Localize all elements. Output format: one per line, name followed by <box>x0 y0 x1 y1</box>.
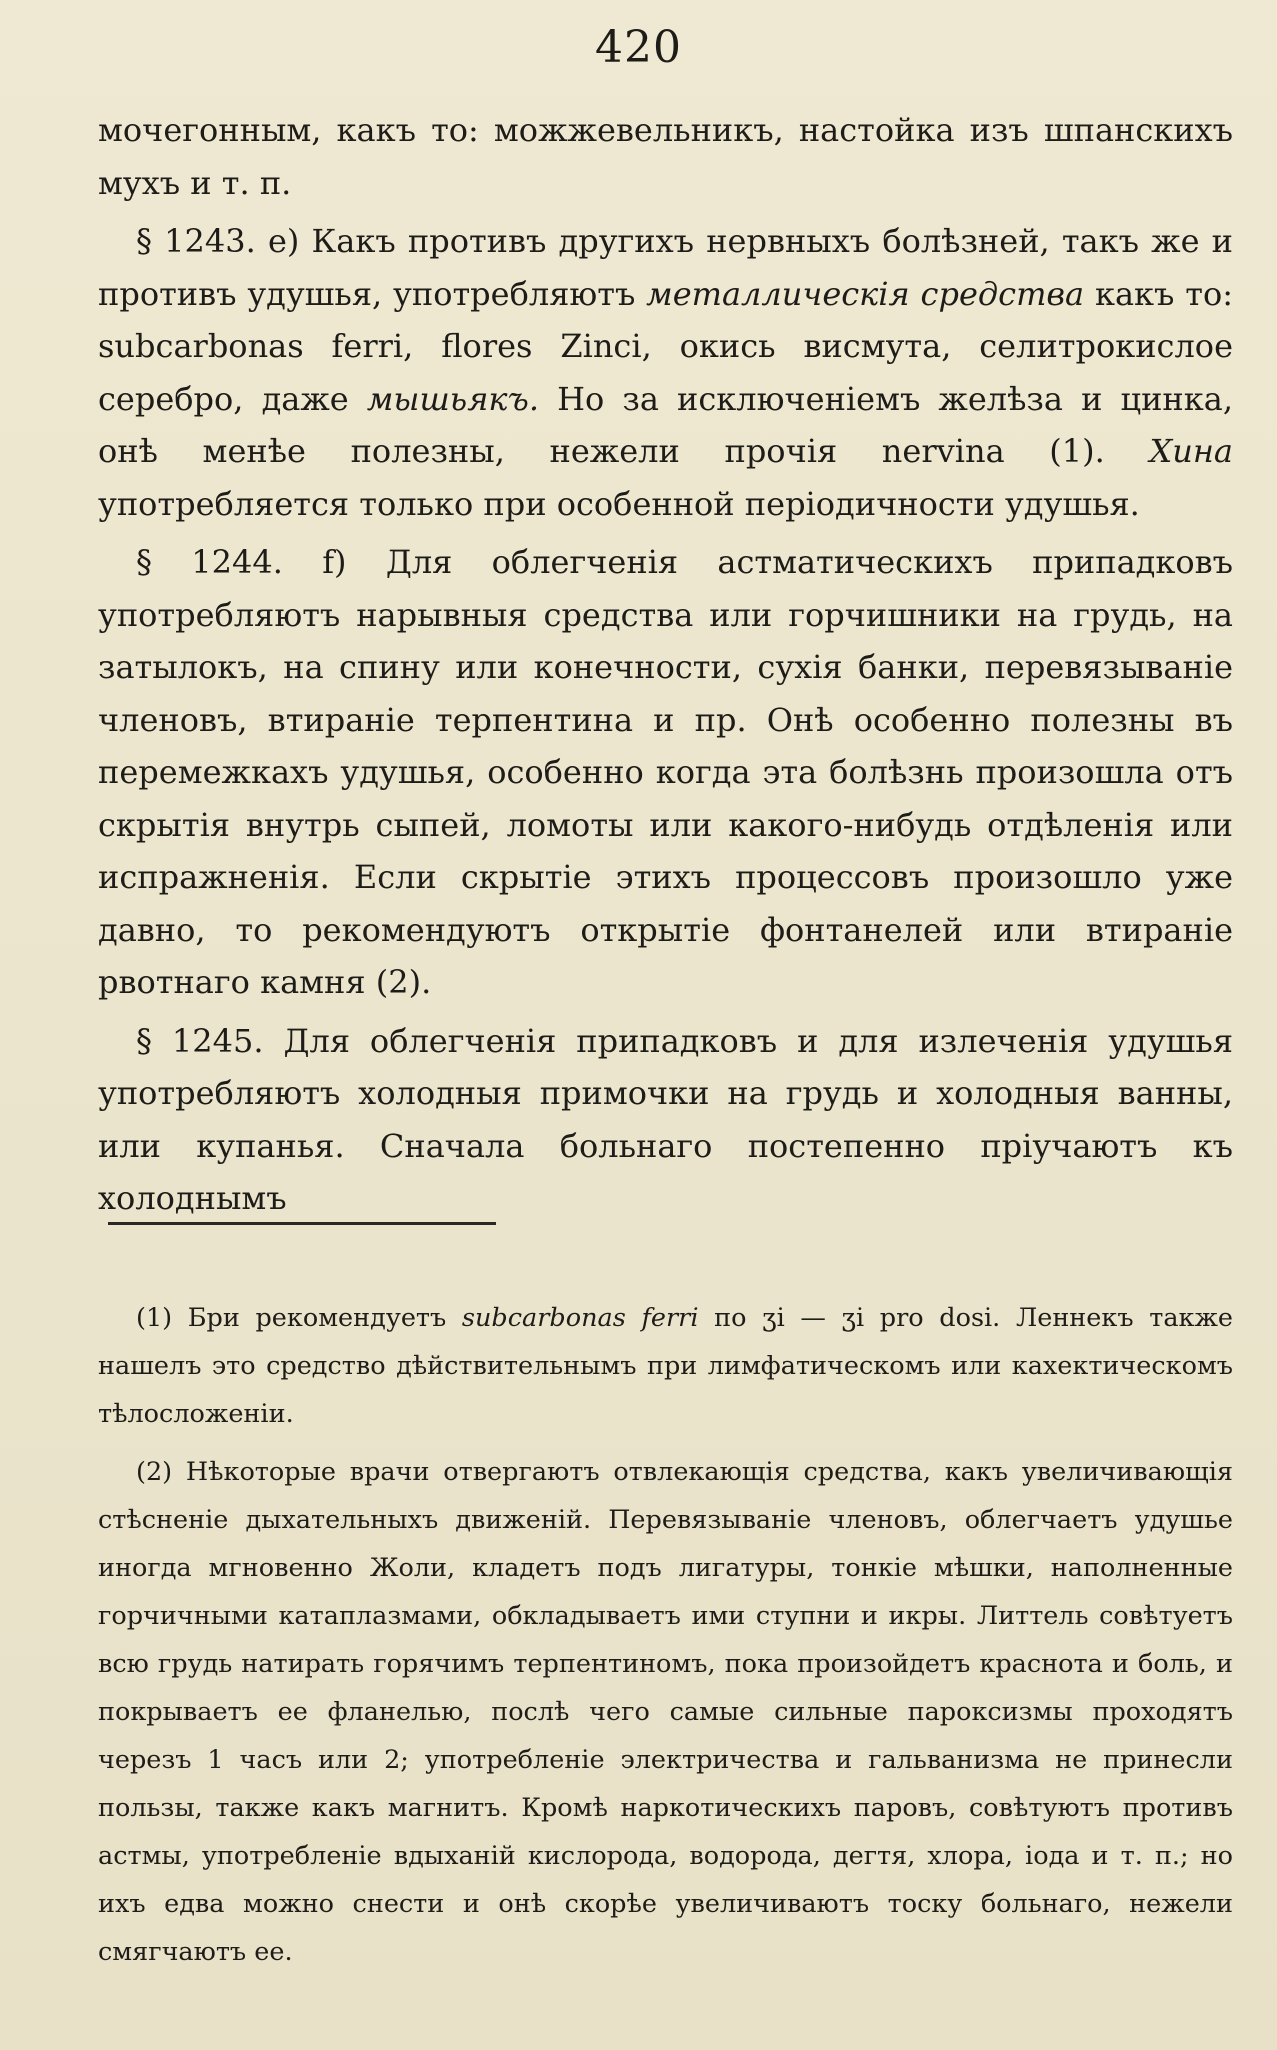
italic-term: subcarbonas ferri <box>461 1303 699 1333</box>
footnote-1 <box>98 1294 1233 1438</box>
text-run: какъ то: subcarbonas ferri, flores Zinci, окись висмута, селитрокислое серебро, даже <box>98 274 1234 418</box>
text-run: f) Для облегченія астматическихъ припадковъ употребляютъ нарывныя средства или горчишники на грудь, на затылокъ, на спину или конечности, сухія банки, перевязываніе членовъ, втираніе терпентина и пр. Онѣ особенно полезны въ перемежкахъ удушья, особенно когда эта болѣзнь произошла отъ скрытія внутрь сыпей, ломоты или какого-нибудь отдѣленія или испражненія. Если скрытіе этихъ процессовъ произошло уже давно, то рекомендуютъ открытіе фонтанелей или втираніе рвотнаго камня (2). <box>98 543 1233 1001</box>
text-run: (1) Бри рекомендуетъ <box>136 1303 462 1333</box>
section-number: § 1244. <box>136 543 283 581</box>
text-run: е) Какъ противъ другихъ нервныхъ болѣзней, такъ же и противъ удушья, употребляютъ <box>98 222 1234 313</box>
italic-term: металлическія средства <box>646 274 1085 313</box>
paragraph-section-1245 <box>98 1015 1233 1225</box>
text-run: Для облегченія припадковъ и для излеченія удушья употребляютъ холодныя примочки на грудь и холодныя ванны, или купанья. Сначала больнаго постепенно пріучаютъ къ холоднымъ <box>98 1021 1234 1217</box>
italic-term: Хина <box>1149 432 1233 470</box>
footnotes <box>98 1294 1233 1986</box>
text-run: (2) Нѣкоторые врачи отвергаютъ отвлекающія средства, какъ увеличивающія стѣсненіе дыхательныхъ движеній. Перевязываніе членовъ, облегчаетъ удушье иногда мгновенно Жоли, кладетъ подъ лигатуры, тонкіе мѣшки, наполненные горчичными катаплазмами, обкладываетъ ими ступни и икры. Литтель совѣтуетъ всю грудь натирать горячимъ терпентиномъ, пока произойдетъ краснота и боль, и покрываетъ ее фланелью, послѣ чего самые сильные пароксизмы проходятъ черезъ 1 часъ или 2; употребленіе электричества и гальванизма не принесли пользы, также какъ магнитъ. Кромѣ наркотическихъ паровъ, совѣтуютъ противъ астмы, употребленіе вдыханій кислорода, водорода, дегтя, хлора, іода и т. п.; но ихъ едва можно снести и онѣ скорѣе увеличиваютъ тоску больнаго, нежели смягчаютъ ее. <box>98 1457 1233 1967</box>
main-text <box>98 104 1233 1231</box>
italic-term: мышьякъ. <box>366 379 539 418</box>
section-number: § 1245. <box>136 1021 264 1060</box>
paragraph-section-1243 <box>98 215 1233 530</box>
text-run: Но за исключеніемъ желѣза и цинка, онѣ менѣе полезны, нежели прочія nervina (1). <box>98 379 1234 470</box>
paragraph-continuation <box>98 104 1233 209</box>
paragraph-section-1244 <box>98 536 1233 1009</box>
text-run: употребляется только при особенной періодичности удушья. <box>98 484 1140 523</box>
text-run: мочегонным, какъ то: можжевельникъ, настойка изъ шпанскихъ мухъ и т. п. <box>98 111 1233 202</box>
footnote-2 <box>98 1448 1233 1976</box>
section-number: § 1243. <box>136 222 256 260</box>
text-run: по ʒi — ʒi pro dosi. Леннекъ также нашелъ это средство дѣйствительнымъ при лимфатическомъ или кахектическомъ тѣлосложеніи. <box>98 1303 1234 1429</box>
footnote-divider <box>108 1222 496 1225</box>
page-number: 420 <box>595 22 682 73</box>
